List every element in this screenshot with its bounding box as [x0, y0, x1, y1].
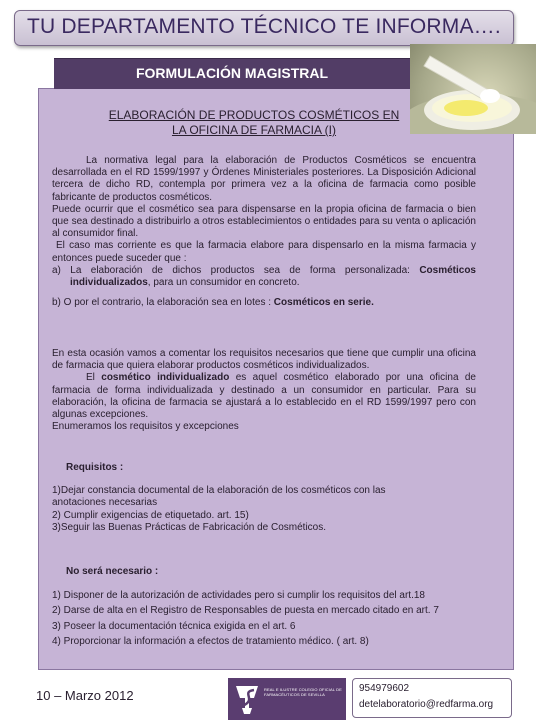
not-needed-item: 3) Poseer la documentación técnica exigida en el art. 6 [52, 620, 296, 632]
paragraph-5 [52, 372, 476, 421]
logo-text: REAL E ILUSTRE COLEGIO OFICIAL DE FARMACÉUTICOS DE SEVILLA [264, 687, 342, 697]
requirement-item: 3)Seguir las Buenas Prácticas de Fabricación de Cosméticos. [52, 521, 327, 533]
list-item-a [52, 265, 476, 289]
contact-phone[interactable]: 954979602 [359, 683, 410, 694]
paragraph-6: Enumeramos los requisitos y excepciones [52, 421, 239, 433]
requirements-section [52, 462, 476, 534]
mortar-pestle-image [410, 44, 536, 134]
paragraph-5-bold: cosmético individualizado [101, 372, 230, 384]
issue-date: 10 – Marzo 2012 [36, 688, 134, 703]
paragraph-1: La normativa legal para la elaboración de Productos Cosméticos se encuentra desarrollada en el RD 1599/1997 y Órdenes Ministeriales posteriores. La Disposición Adicional tercera de dicho RD, contempla por primera vez a la oficina de farmacia como posible fabricante de productos cosméticos. [52, 155, 476, 203]
paragraph-2: Puede ocurrir que el cosmético sea para dispensarse en la propia oficina de farmacia o bien que sea destinado a distribuirlo a otros establecimientos o entidades para su venta o aplicación al consumidor final. [52, 203, 476, 240]
requirement-item: 2) Cumplir exigencias de etiquetado. art. 15) [52, 509, 249, 521]
list-item-a-prefix: a) La elaboración de dichos productos sea de forma personalizada: [52, 264, 420, 276]
requirement-item: 1)Dejar constancia documental de la elaboración de los cosméticos con las anotaciones necesarias [52, 485, 386, 509]
header-banner [14, 10, 514, 46]
article-title-line1: ELABORACIÓN DE PRODUCTOS COSMÉTICOS EN [108, 108, 400, 122]
not-needed-item: 1) Disponer de la autorización de actividades pero si cumplir los requisitos del art.18 [52, 590, 425, 602]
paragraph-4: En esta ocasión vamos a comentar los requisitos necesarios que tiene que cumplir una oficina de farmacia que quiera elaborar productos cosméticos individualizados. [52, 348, 476, 372]
paragraph-3: El caso mas corriente es que la farmacia elabore para dispensarlo en la misma farmacia y entonces puede suceder que : [52, 240, 476, 264]
article-title-line2: LA OFICINA DE FARMACIA (I) [171, 123, 337, 137]
contact-box [352, 678, 512, 718]
list-item-b [52, 297, 476, 309]
not-needed-item: 4) Proporcionar la información a efectos de tratamiento médico. ( art. 8) [52, 635, 369, 647]
requirements-heading: Requisitos : [66, 462, 124, 473]
page-title: TU DEPARTAMENTO TÉCNICO TE INFORMA…. [27, 15, 501, 38]
list-item-a-bold: Cosméticos individualizados [70, 264, 476, 289]
contact-email[interactable]: detelaboratorio@redfarma.org [359, 699, 494, 710]
article-title [84, 108, 424, 138]
mortar-illustration [410, 44, 536, 134]
list-item-a-suffix: , para un consumidor en concreto. [147, 277, 300, 289]
article-body-middle [52, 348, 476, 433]
not-needed-heading: No será necesario : [66, 566, 159, 577]
pharmacy-cup-icon [230, 678, 266, 720]
list-item-b-prefix: b) O por el contrario, la elaboración sea en lotes : [52, 297, 274, 309]
paragraph-5-prefix: El [86, 372, 102, 384]
college-logo [228, 678, 346, 720]
not-needed-item: 2) Darse de alta en el Registro de Responsables de puesta en mercado citado en art. 7 [52, 605, 439, 617]
not-needed-section [52, 566, 476, 648]
paragraph-5-suffix: es aquel cosmético elaborado por una oficina de farmacia de forma individualizada y destinado a un consumidor en particular. Para su elaboración, la oficina de farmacia se ajustará a lo establecido en el RD 1599/1997 pero con algunas excepciones. [52, 372, 476, 421]
section-label: FORMULACIÓN MAGISTRAL [135, 65, 329, 81]
section-band [54, 58, 410, 89]
list-item-b-bold: Cosméticos en serie. [273, 297, 374, 309]
article-body-top [52, 155, 476, 309]
